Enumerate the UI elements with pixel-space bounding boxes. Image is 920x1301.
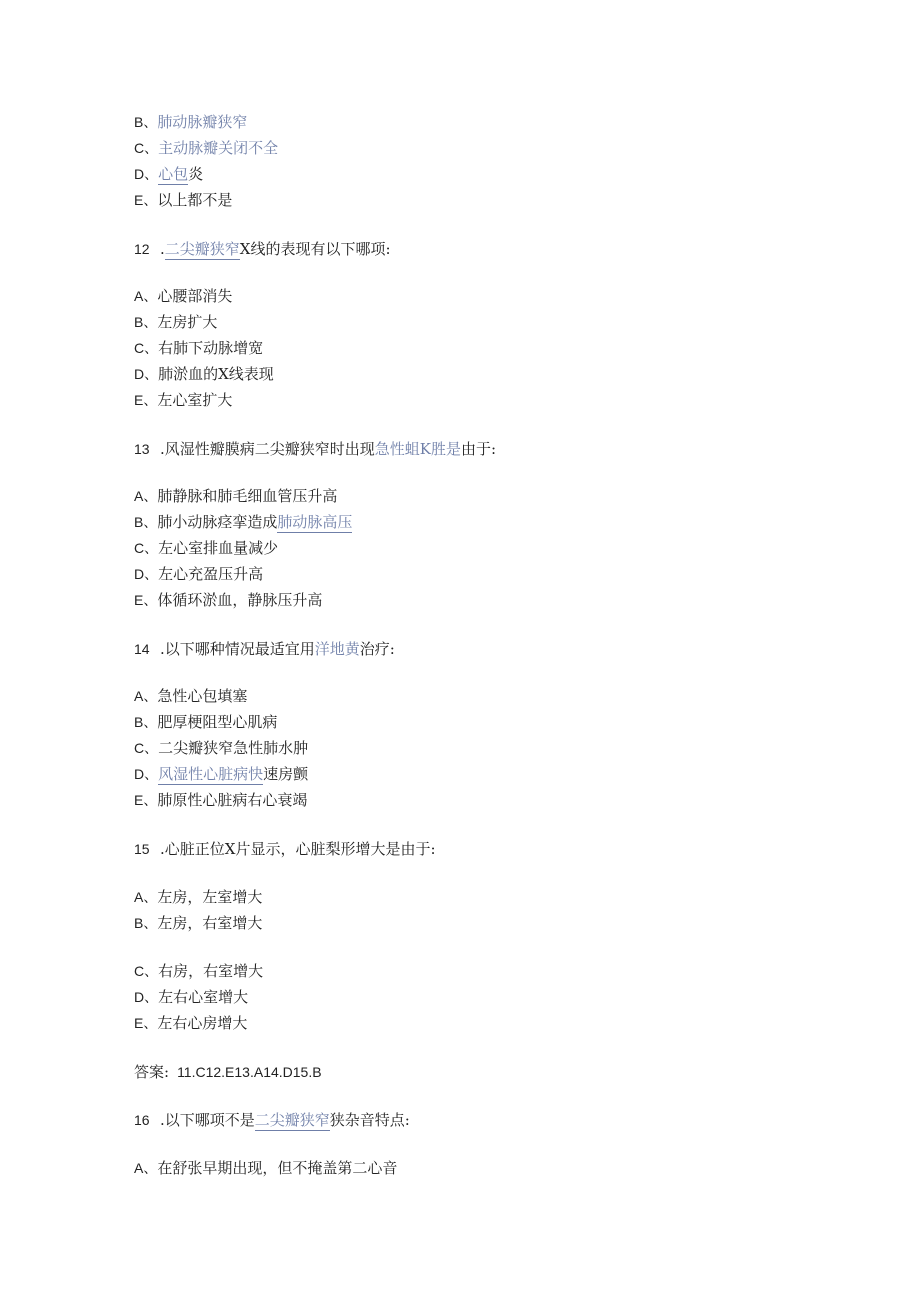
- q15-option-a: A、左房，左室增大: [134, 888, 263, 906]
- q16-link[interactable]: 二尖瓣狭窄: [254, 1111, 330, 1129]
- q12-option-d: D、肺淤血的X线表现: [134, 365, 274, 383]
- q14-option-d: D、风湿性心脏病快速房颤: [134, 765, 309, 783]
- q11-option-b: B、肺动脉瓣狭窄: [134, 113, 248, 131]
- q14-option-c: C、二尖瓣狭窄急性肺水肿: [134, 739, 309, 757]
- q15-option-c: C、右房，右室增大: [134, 962, 264, 980]
- q12-link[interactable]: 二尖瓣狭窄: [164, 240, 240, 258]
- q11-option-d-link[interactable]: 心包: [158, 165, 189, 183]
- q14-option-b: B、肥厚梗阻型心肌病: [134, 713, 278, 731]
- q14-option-d-link[interactable]: 风湿性心脏病快: [158, 765, 264, 783]
- q13-option-a: A、肺静脉和肺毛细血管压升高: [134, 487, 338, 505]
- q13-stem: 13 .风湿性瓣膜病二尖瓣狭窄时出现急性蛆K胜是由于:: [134, 440, 497, 458]
- q12-option-a: A、心腰部消失: [134, 287, 233, 305]
- q12-option-e: E、左心室扩大: [134, 391, 233, 409]
- q15-option-b: B、左房，右室增大: [134, 914, 263, 932]
- q14-stem: 14 .以下哪种情况最适宜用洋地黄治疗:: [134, 640, 395, 658]
- q11-option-e: E、以上都不是: [134, 191, 233, 209]
- q16-stem: 16 .以下哪项不是二尖瓣狭窄狭杂音特点:: [134, 1111, 410, 1129]
- q11-option-c-link[interactable]: 主动脉瓣关闭不全: [158, 139, 279, 157]
- q15-stem: 15 .心脏正位X片显示，心脏梨形增大是由于:: [134, 840, 436, 858]
- q12-stem: 12 .二尖瓣狭窄X线的表现有以下哪项:: [134, 240, 391, 258]
- answer-key: 答案: 11.C12.E13.A14.D15.B: [134, 1063, 322, 1081]
- q13-option-e: E、体循环淤血，静脉压升高: [134, 591, 323, 609]
- q11-option-b-link[interactable]: 肺动脉瓣狭窄: [157, 113, 248, 131]
- q13-option-d: D、左心充盈压升高: [134, 565, 264, 583]
- q13-option-c: C、左心室排血量减少: [134, 539, 279, 557]
- q16-option-a: A、在舒张早期出现，但不掩盖第二心音: [134, 1159, 398, 1177]
- q14-option-a: A、急性心包填塞: [134, 687, 248, 705]
- q14-link[interactable]: 洋地黄: [314, 640, 360, 658]
- q11-option-c: C、主动脉瓣关闭不全: [134, 139, 279, 157]
- q12-option-c: C、右肺下动脉增宽: [134, 339, 264, 357]
- q13-link[interactable]: 急性蛆K胜是: [374, 440, 461, 458]
- q13-option-b-link[interactable]: 肺动脉高压: [277, 513, 353, 531]
- q15-option-e: E、左右心房增大: [134, 1014, 248, 1032]
- q13-option-b: B、肺小动脉痉挛造成肺动脉高压: [134, 513, 353, 531]
- q14-option-e: E、肺原性心脏病右心衰竭: [134, 791, 308, 809]
- q12-option-b: B、左房扩大: [134, 313, 218, 331]
- q15-option-d: D、左右心室增大: [134, 988, 249, 1006]
- q11-option-d: D、心包炎: [134, 165, 204, 183]
